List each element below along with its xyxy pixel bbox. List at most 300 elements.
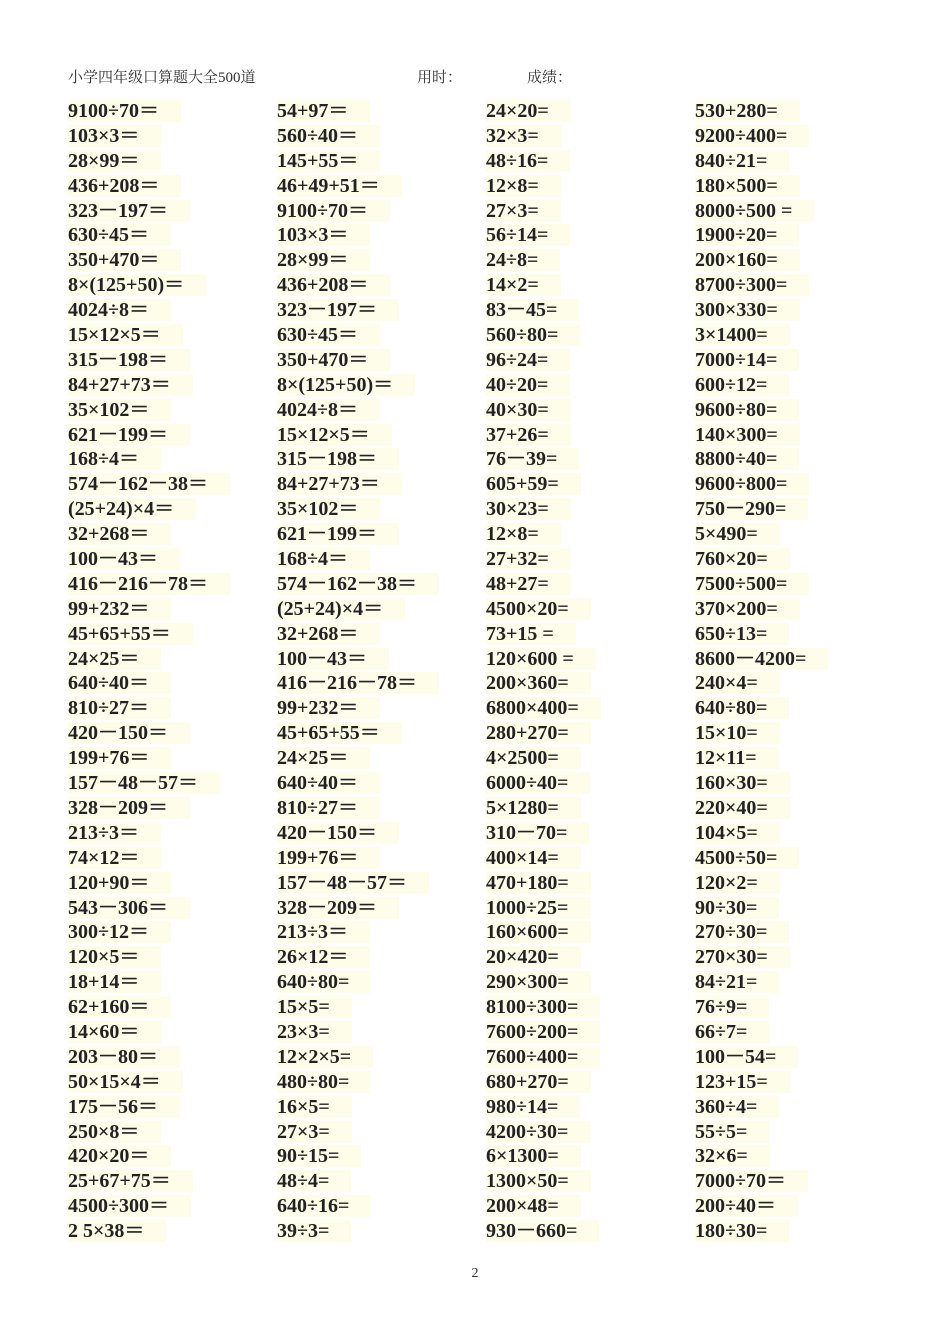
problem-text: 480÷80= [277,1071,371,1093]
problem-item [695,821,900,846]
problem-text: 12×2×5= [277,1046,373,1068]
problem-item [695,472,900,497]
problem-item [486,846,691,871]
problem-item [695,323,900,348]
problem-item [68,547,273,572]
problem-text: 120×5＝ [68,946,161,968]
problem-item [486,696,691,721]
problem-item [277,149,482,174]
problem-text: 56÷14= [486,224,570,246]
problem-item [68,846,273,871]
problem-item [486,647,691,672]
problem-text: 48÷16= [486,150,570,172]
problem-text: 199+76＝ [68,747,171,769]
problem-item [486,1095,691,1120]
problem-item [277,373,482,398]
problem-item [695,124,900,149]
problem-text: 8100÷300= [486,996,600,1018]
problem-text: 96÷24= [486,349,570,371]
problem-text: 840÷21= [695,150,789,172]
problem-text: 27+32= [486,548,571,570]
problem-item [695,149,900,174]
problem-item [277,1020,482,1045]
problem-item [695,1020,900,1045]
problem-item [695,746,900,771]
problem-text: 8000÷500 = [695,200,814,222]
problem-text: 26×12＝ [277,946,370,968]
problem-text: 436+208＝ [277,274,390,296]
problem-item [277,423,482,448]
problem-text: 640÷80= [277,971,371,993]
problem-item [486,174,691,199]
problem-text: 574－162－38＝ [277,573,439,595]
problem-text: 120×600 = [486,648,596,670]
problem-text: 560÷40＝ [277,125,380,147]
problem-item [695,970,900,995]
problem-item [695,398,900,423]
problem-item [277,846,482,871]
problem-item [68,1144,273,1169]
problem-text: 168÷4＝ [68,448,161,470]
problem-text: 8×(125+50)＝ [68,274,206,296]
problem-text: 14×2= [486,274,561,296]
problem-text: 328－209＝ [277,897,399,919]
problem-text: 328－209＝ [68,797,190,819]
problem-text: 73+15 = [486,623,576,645]
problem-text: 1900÷20= [695,224,799,246]
problem-text: 90÷30= [695,897,779,919]
problem-column-1 [68,99,273,1244]
problem-item [486,1120,691,1145]
problem-text: 250×8＝ [68,1121,161,1143]
problem-item [277,995,482,1020]
problem-item [695,373,900,398]
problem-item [695,348,900,373]
problem-text: 300÷12＝ [68,921,171,943]
problem-item [277,896,482,921]
problem-item [277,1070,482,1095]
problem-text: 315－198＝ [68,349,190,371]
problem-text: 25+67+75＝ [68,1170,193,1192]
problem-text: 200×48= [486,1195,581,1217]
problem-text: 200÷40＝ [695,1195,798,1217]
problem-text: 213÷3＝ [68,822,161,844]
problem-item [68,696,273,721]
problem-item [277,1194,482,1219]
score-label: 成绩： [527,70,573,86]
problem-text: 27×3= [277,1121,352,1143]
problem-item [68,174,273,199]
problem-item [486,597,691,622]
problem-text: 120+90＝ [68,872,171,894]
problem-text: 7600÷400= [486,1046,600,1068]
problem-item [277,746,482,771]
problem-item [486,497,691,522]
problem-item [486,1219,691,1244]
problem-text: 600÷12= [695,374,789,396]
problem-item [695,846,900,871]
problem-item [68,572,273,597]
problem-item [68,1169,273,1194]
problem-item [695,896,900,921]
problem-text: 640÷80= [695,697,789,719]
problem-text: 100－43＝ [277,648,389,670]
problem-text: 760×20= [695,548,790,570]
problem-item [695,920,900,945]
problem-text: 270×30= [695,946,790,968]
problem-text: 140×300= [695,424,800,446]
problem-item [277,945,482,970]
problem-item [68,1194,273,1219]
problem-text: 630÷45＝ [68,224,171,246]
problem-item [277,99,482,124]
problem-text: 7000÷70＝ [695,1170,808,1192]
problem-item [68,821,273,846]
problem-item [277,796,482,821]
problem-text: 24×20= [486,100,571,122]
problem-text: 621－199＝ [277,523,399,545]
problem-text: 76－39= [486,448,579,470]
problem-item [695,696,900,721]
problem-item [277,447,482,472]
problem-item [695,945,900,970]
problem-item [68,970,273,995]
problem-text: 35×102＝ [277,498,380,520]
problem-item [68,1070,273,1095]
problem-text: 32+268＝ [277,623,380,645]
problem-item [277,1095,482,1120]
problem-item [695,174,900,199]
problem-text: 8600－4200= [695,648,828,670]
problem-text: 14×60＝ [68,1021,161,1043]
problem-text: 6000÷40= [486,772,590,794]
time-label: 用时： [417,70,463,86]
problem-item [68,398,273,423]
problem-item [277,622,482,647]
problem-item [695,622,900,647]
problem-text: 74×12＝ [68,847,161,869]
problem-text: 160×30= [695,772,790,794]
problem-text: 157－48－57＝ [277,872,429,894]
problem-text: 574－162－38＝ [68,473,230,495]
problem-text: 240×4= [695,672,780,694]
problem-text: 15×12×5＝ [68,324,183,346]
problem-text: 650÷13= [695,623,789,645]
problem-text: 9600÷800= [695,473,809,495]
problem-text: 2 5×38＝ [68,1220,166,1242]
worksheet-title: 小学四年级口算题大全500道 [68,70,256,86]
problem-text: 99+232＝ [277,697,380,719]
problem-text: 16×5= [277,1096,352,1118]
problem-item [277,223,482,248]
problem-item [695,721,900,746]
problem-text: 200×360= [486,672,591,694]
problem-text: 7000÷14= [695,349,799,371]
problem-item [277,273,482,298]
problem-item [695,1120,900,1145]
problem-text: 45+65+55＝ [277,722,402,744]
problem-item [695,199,900,224]
problem-text: 5×490= [695,523,780,545]
problem-column-3 [486,99,691,1244]
problem-item [695,547,900,572]
problem-text: 270÷30= [695,921,789,943]
problem-item [277,721,482,746]
problem-text: 12×8= [486,175,561,197]
problem-text: 90÷15= [277,1145,361,1167]
problem-item [486,945,691,970]
page-header [68,66,888,90]
problem-item [277,348,482,373]
problem-item [68,995,273,1020]
problem-item [695,447,900,472]
problem-text: 12×8= [486,523,561,545]
problem-text: 32×6= [695,1145,770,1167]
problem-item [486,248,691,273]
problem-item [486,995,691,1020]
problem-item [277,547,482,572]
problem-item [486,920,691,945]
problem-item [486,323,691,348]
problem-item [68,423,273,448]
problem-text: 630÷45＝ [277,324,380,346]
problem-item [486,1169,691,1194]
problem-item [277,696,482,721]
problem-text: 32×3= [486,125,561,147]
problem-item [486,547,691,572]
problem-text: 310－70= [486,822,589,844]
problem-text: 4024÷8＝ [277,399,380,421]
problem-item [68,124,273,149]
problem-text: 4500÷300＝ [68,1195,191,1217]
problem-item [68,597,273,622]
problem-text: 420－150＝ [277,822,399,844]
problem-text: 76÷9= [695,996,769,1018]
problem-text: 40×30= [486,399,571,421]
problem-text: 123+15= [695,1071,790,1093]
problem-text: 28×99＝ [68,150,161,172]
problem-text: 24×25＝ [277,747,370,769]
problem-item [695,647,900,672]
problem-text: 157－48－57＝ [68,772,220,794]
problem-text: 8×(125+50)＝ [277,374,415,396]
problem-text: 103×3＝ [68,125,161,147]
problem-text: 100－43＝ [68,548,180,570]
problem-text: 203－80＝ [68,1046,180,1068]
problem-item [695,1095,900,1120]
problem-text: 35×102＝ [68,399,171,421]
problem-item [277,497,482,522]
problem-text: 6800×400= [486,697,601,719]
problem-text: 400×14= [486,847,581,869]
problem-text: 4500×20= [486,598,591,620]
problem-item [486,149,691,174]
problem-item [486,1144,691,1169]
problem-text: 416－216－78＝ [68,573,230,595]
problem-item [68,1020,273,1045]
problem-text: 323－197＝ [277,299,399,321]
problem-text: 39÷3= [277,1220,351,1242]
problem-text: (25+24)×4＝ [68,498,196,520]
page-number: 2 [471,1266,479,1281]
problem-text: 605+59= [486,473,581,495]
problem-text: 180÷30= [695,1220,789,1242]
problem-item [68,99,273,124]
problem-text: 30×23= [486,498,571,520]
problem-text: 280+270= [486,722,591,744]
problem-text: 55÷5= [695,1121,769,1143]
problem-text: 27×3= [486,200,561,222]
problem-item [68,1219,273,1244]
problem-text: 300×330= [695,299,800,321]
problem-item [277,174,482,199]
problem-item [695,597,900,622]
problem-item [486,796,691,821]
problem-item [486,223,691,248]
problem-item [486,1045,691,1070]
problem-text: 370×200= [695,598,800,620]
problem-item [277,472,482,497]
problem-text: 46+49+51＝ [277,175,402,197]
problem-item [277,597,482,622]
problem-item [277,199,482,224]
problem-text: 750－290= [695,498,808,520]
problem-item [695,273,900,298]
problem-text: 50×15×4＝ [68,1071,183,1093]
problem-text: 5×1280= [486,797,581,819]
problem-item [277,124,482,149]
problem-item [695,497,900,522]
problem-text: 120×2= [695,872,780,894]
problem-item [486,398,691,423]
problem-text: 8700÷300= [695,274,809,296]
problem-text: 9600÷80= [695,399,799,421]
problem-item [486,423,691,448]
problem-item [695,1045,900,1070]
problem-text: 4×2500= [486,747,581,769]
problem-item [68,945,273,970]
problem-text: 83－45= [486,299,579,321]
problem-item [695,771,900,796]
problem-item [486,348,691,373]
problem-item [695,423,900,448]
problem-item [277,248,482,273]
problem-text: 100－54= [695,1046,798,1068]
problem-text: 7600÷200= [486,1021,600,1043]
problem-text: 640÷40＝ [277,772,380,794]
problem-text: 12×11= [695,747,779,769]
problem-item [695,995,900,1020]
problem-text: 104×5= [695,822,780,844]
problem-text: 84+27+73＝ [277,473,402,495]
problem-text: 15×12×5＝ [277,424,392,446]
problem-text: 621－199＝ [68,424,190,446]
problem-item [68,721,273,746]
problem-item [486,1070,691,1095]
problem-item [486,447,691,472]
problem-item [68,199,273,224]
problem-text: 37+26= [486,424,571,446]
problem-item [695,1144,900,1169]
problem-text: 420－150＝ [68,722,190,744]
problem-item [277,323,482,348]
problem-text: 23×3= [277,1021,352,1043]
problem-text: 18+14＝ [68,971,161,993]
problem-item [277,871,482,896]
problem-item [68,1120,273,1145]
problem-item [68,920,273,945]
problem-item [68,273,273,298]
problem-text: 640÷16= [277,1195,371,1217]
problem-text: 28×99＝ [277,249,370,271]
problem-text: 290×300= [486,971,591,993]
problem-item [68,522,273,547]
problem-item [695,1194,900,1219]
problem-item [695,572,900,597]
problem-item [68,149,273,174]
problem-text: 980÷14= [486,1096,580,1118]
problem-item [68,671,273,696]
problem-text: 4024÷8＝ [68,299,171,321]
problem-text: 24×25＝ [68,648,161,670]
problem-text: 40÷20= [486,374,570,396]
problem-item [486,273,691,298]
problem-text: 15×10= [695,722,780,744]
problem-item [68,223,273,248]
problem-text: 436+208＝ [68,175,181,197]
problem-text: 62+160＝ [68,996,171,1018]
problem-item [277,1120,482,1145]
problem-text: 168÷4＝ [277,548,370,570]
problem-item [486,896,691,921]
problem-text: 66÷7= [695,1021,769,1043]
problem-item [68,746,273,771]
problem-item [486,1020,691,1045]
problem-item [68,497,273,522]
problem-item [486,622,691,647]
problem-text: 180×500= [695,175,800,197]
problem-item [486,572,691,597]
problem-item [277,771,482,796]
problem-text: 8800÷40= [695,448,799,470]
problem-text: 323－197＝ [68,200,190,222]
problem-text: 9100÷70＝ [68,100,181,122]
problem-text: 84+27+73＝ [68,374,193,396]
problem-item [277,671,482,696]
problem-item [486,970,691,995]
problem-text: 543－306＝ [68,897,190,919]
problem-item [695,298,900,323]
problem-item [277,920,482,945]
problem-item [486,1194,691,1219]
problem-text: 213÷3＝ [277,921,370,943]
problem-text: 9200÷400= [695,125,809,147]
problem-item [68,447,273,472]
problem-item [486,298,691,323]
problem-text: 45+65+55＝ [68,623,193,645]
problem-item [68,1045,273,1070]
problem-item [68,622,273,647]
problem-item [486,199,691,224]
problem-text: 220×40= [695,797,790,819]
problem-text: 175－56＝ [68,1096,180,1118]
problem-item [695,223,900,248]
problem-item [695,871,900,896]
problem-item [486,522,691,547]
problem-text: 7500÷500= [695,573,809,595]
problem-text: 810÷27＝ [68,697,171,719]
problem-text: 54+97＝ [277,100,370,122]
